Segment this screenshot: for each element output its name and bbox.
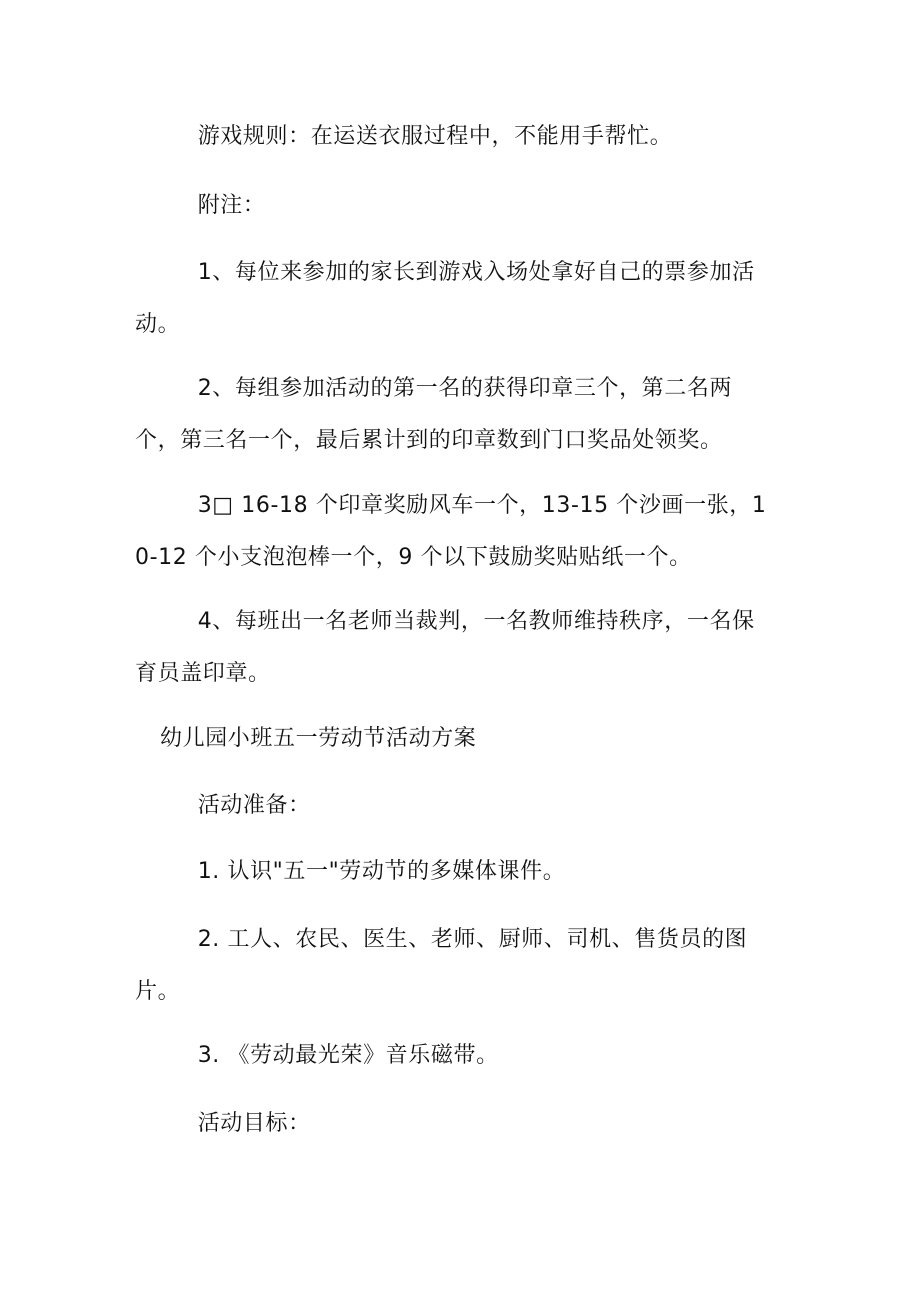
paragraph-notes-heading: 附注： xyxy=(197,193,266,218)
paragraph-note-3: 3□ 16-18 个印章奖励风车一个，13-15 个沙画一张，10-12 个小支泡泡棒一个，9 个以下鼓励奖贴贴纸一个。 xyxy=(135,493,767,570)
paragraph-preparation-heading: 活动准备： xyxy=(197,793,311,818)
paragraph-note-1: 1、每位来参加的家长到游戏入场处拿好自己的票参加活动。 xyxy=(135,260,755,337)
paragraph-note-4: 4、每班出一名老师当裁判，一名教师维持秩序，一名保育员盖印章。 xyxy=(135,609,755,686)
paragraph-preparation-3: 3. 《劳动最光荣》音乐磁带。 xyxy=(197,1043,499,1068)
paragraph-goals-heading: 活动目标： xyxy=(197,1111,311,1136)
paragraph-note-2: 2、每组参加活动的第一名的获得印章三个，第二名两个，第三名一个，最后累计到的印章数到门口奖品处领奖。 xyxy=(135,376,733,453)
paragraph-preparation-1: 1. 认识"五一"劳动节的多媒体课件。 xyxy=(197,859,566,884)
section-title: 幼儿园小班五一劳动节活动方案 xyxy=(160,726,477,751)
paragraph-game-rules: 游戏规则：在运送衣服过程中，不能用手帮忙。 xyxy=(197,124,673,149)
paragraph-preparation-2: 2. 工人、农民、医生、老师、厨师、司机、售货员的图片。 xyxy=(135,927,748,1004)
